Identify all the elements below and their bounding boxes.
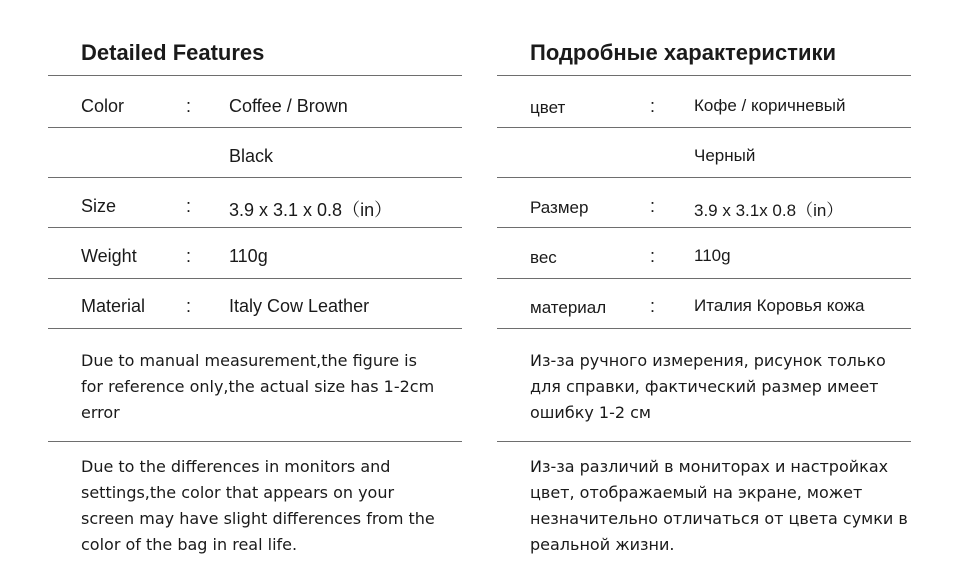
spec-label: Weight [81, 246, 137, 266]
spec-colon: : [650, 296, 656, 316]
spec-row-weight [497, 229, 911, 279]
features-title-en: Detailed Features [81, 40, 265, 65]
spec-row-color [497, 79, 911, 129]
spec-label: Размер [530, 198, 589, 217]
divider [497, 227, 911, 228]
spec-row-color [48, 79, 462, 129]
divider [48, 441, 462, 442]
divider [48, 75, 462, 76]
spec-row-size [497, 179, 911, 229]
divider [497, 441, 911, 442]
spec-value: Кофе / коричневый [694, 96, 846, 115]
color-note: Из-за различий в мониторах и настройках цвет, отображаемый на экране, может незначительно отличаться от цвета сумки в реальной жизни. [530, 457, 908, 554]
spec-colon: : [650, 246, 656, 266]
spec-colon: : [650, 196, 656, 216]
measurement-note: Due to manual measurement,the figure is for reference only,the actual size has 1-2cm error [81, 351, 435, 422]
spec-row-color-alt [497, 129, 911, 179]
divider [497, 127, 911, 128]
spec-label: Material [81, 296, 146, 316]
spec-colon: : [186, 296, 192, 316]
spec-label: материал [530, 298, 607, 317]
divider [48, 227, 462, 228]
divider [497, 328, 911, 329]
spec-value: Italy Cow Leather [229, 296, 370, 316]
divider [497, 75, 911, 76]
spec-label: Color [81, 96, 125, 116]
divider [48, 328, 462, 329]
spec-label: цвет [530, 98, 566, 117]
spec-colon: : [650, 96, 656, 116]
spec-row-material [48, 279, 462, 329]
spec-value: 110g [229, 246, 268, 266]
spec-row-material [497, 279, 911, 329]
spec-value: 3.9 x 3.1 x 0.8（in） [229, 200, 393, 220]
spec-label: вес [530, 248, 557, 267]
spec-value: 3.9 x 3.1x 0.8（in） [694, 201, 844, 220]
spec-row-size [48, 179, 462, 229]
color-note: Due to the differences in monitors and settings,the color that appears on your screen may have slight differences from the color of the bag in real life. [81, 457, 435, 554]
spec-value: Black [229, 146, 274, 166]
spec-value: Coffee / Brown [229, 96, 348, 116]
divider [48, 127, 462, 128]
spec-row-weight [48, 229, 462, 279]
spec-label: Size [81, 196, 117, 216]
spec-value: Италия Коровья кожа [694, 296, 865, 315]
divider [48, 177, 462, 178]
features-title-ru: Подробные характеристики [530, 40, 837, 65]
divider [497, 177, 911, 178]
spec-value: Черный [694, 146, 756, 165]
spec-colon: : [186, 246, 192, 266]
spec-colon: : [186, 196, 192, 216]
measurement-note: Из-за ручного измерения, рисунок только для справки, фактический размер имеет ошибку 1-2 см [530, 351, 886, 422]
spec-row-color-alt [48, 129, 462, 179]
spec-colon: : [186, 96, 192, 116]
spec-value: 110g [694, 246, 731, 265]
